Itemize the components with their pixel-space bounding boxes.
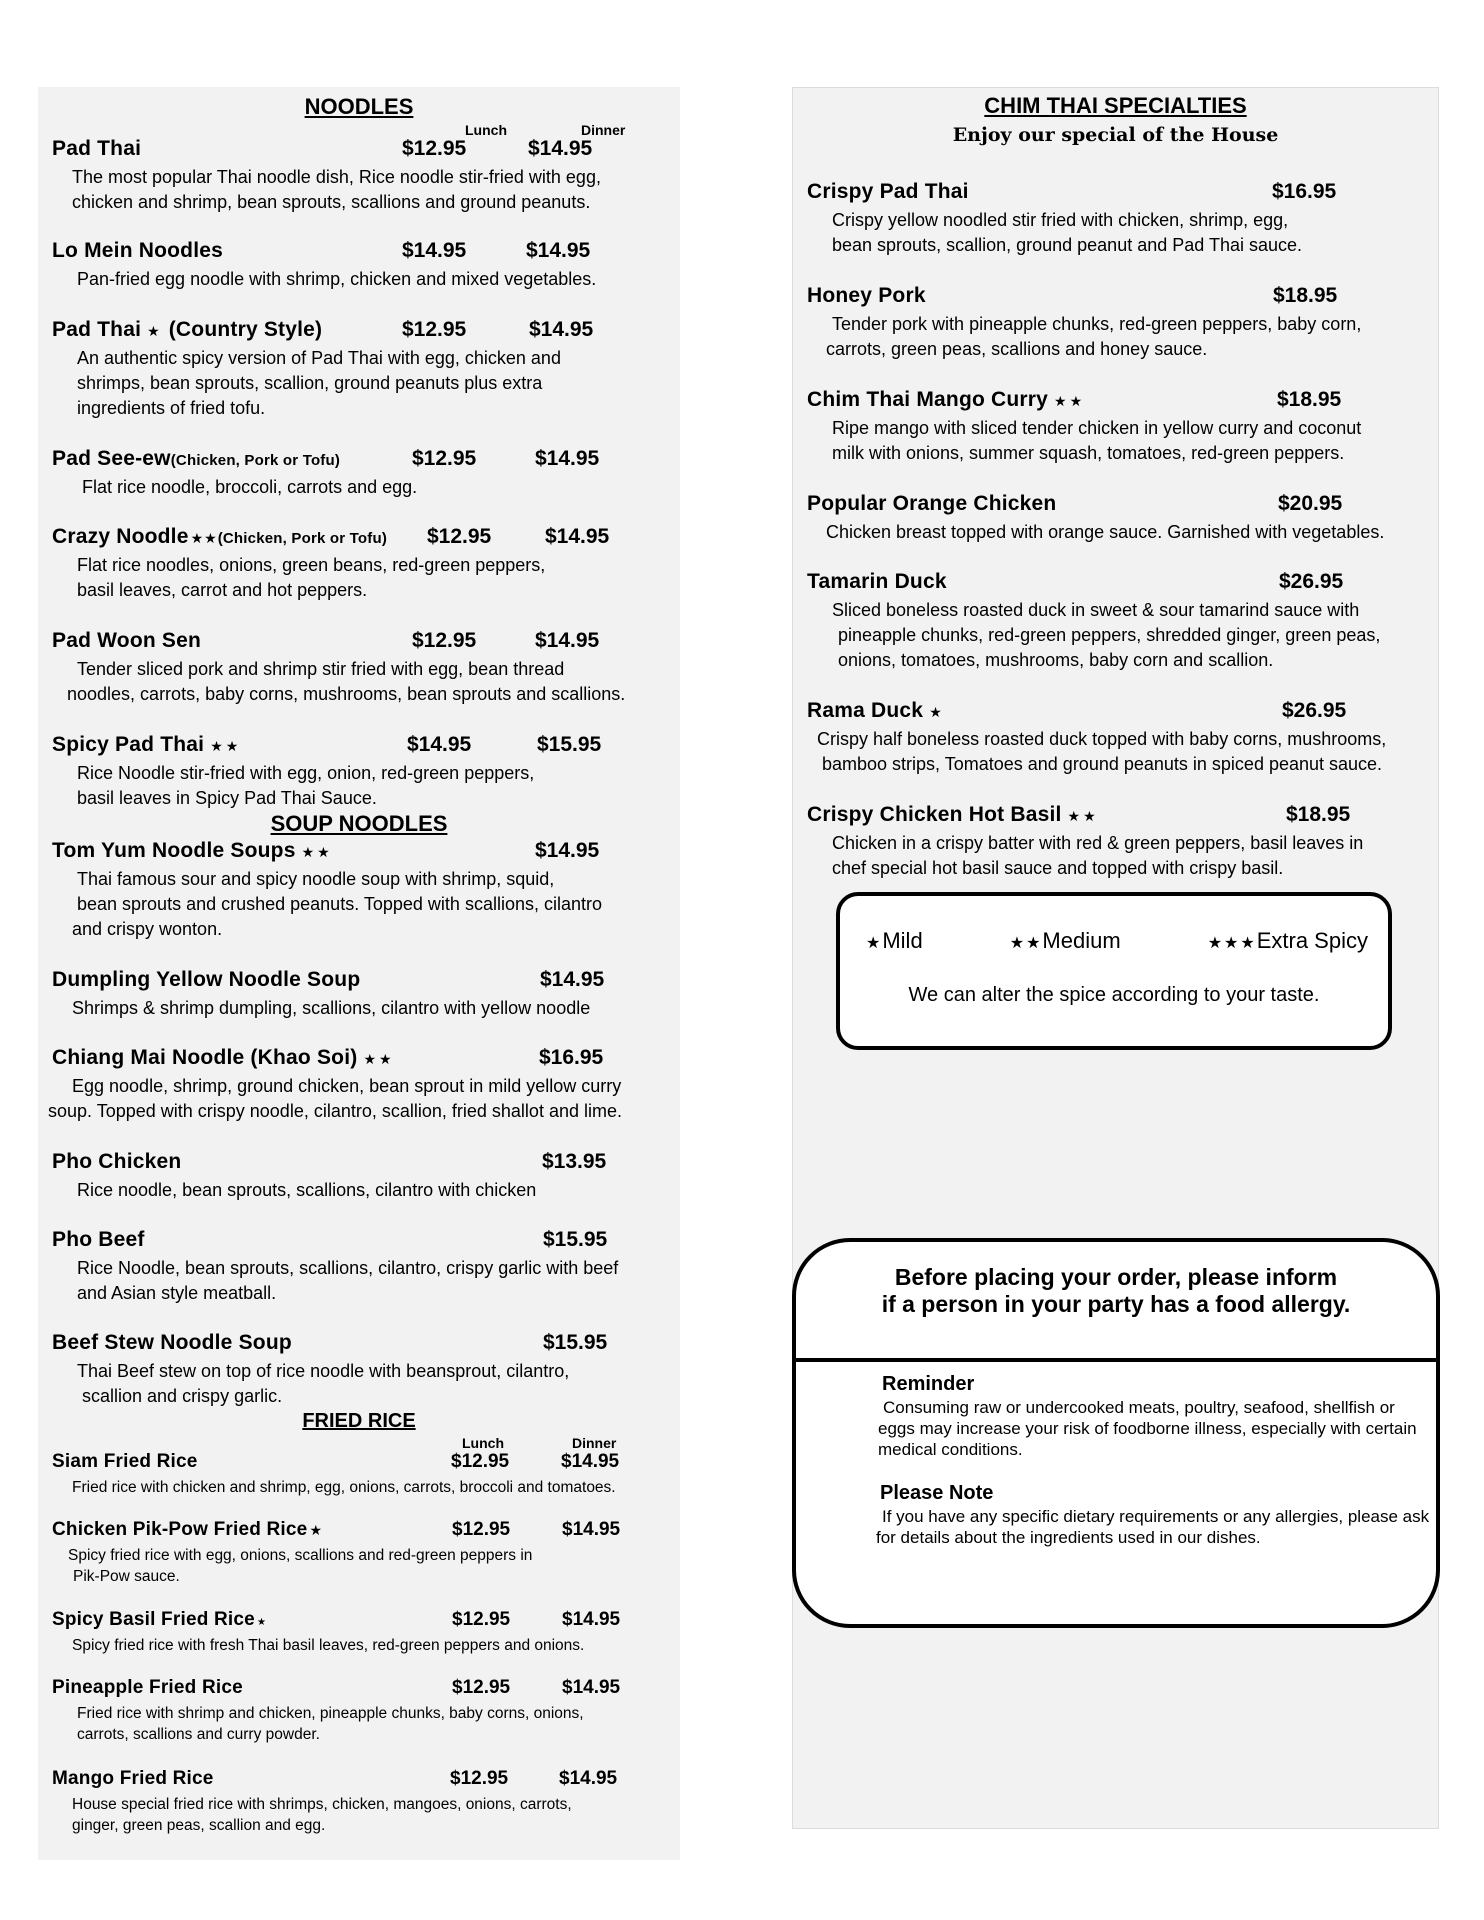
item-description: Chicken breast topped with orange sauce. Garnished with vegetables. bbox=[826, 522, 1385, 542]
menu-item bbox=[38, 1331, 680, 1409]
item-description: Spicy fried rice with fresh Thai basil leaves, red-green peppers and onions. bbox=[72, 1637, 585, 1654]
item-description: basil leaves, carrot and hot peppers. bbox=[77, 580, 368, 600]
menu-item bbox=[38, 1451, 680, 1498]
item-description: Crispy half boneless roasted duck topped with baby corns, mushrooms, bbox=[817, 729, 1387, 749]
spice-stars: ★★ bbox=[363, 1051, 395, 1067]
item-description: carrots, scallions and curry powder. bbox=[77, 1726, 320, 1743]
item-name: Chicken Pik-Pow Fried Rice bbox=[52, 1519, 308, 1540]
item-description: Flat rice noodle, broccoli, carrots and egg. bbox=[82, 477, 418, 497]
dinner-price: $14.95 bbox=[528, 137, 593, 160]
lunch-price: $12.95 bbox=[452, 1609, 511, 1630]
menu-item bbox=[793, 388, 1438, 466]
menu-item bbox=[38, 1228, 680, 1306]
item-price: $14.95 bbox=[540, 968, 605, 991]
item-description: Thai Beef stew on top of rice noodle with beansprout, cilantro, bbox=[77, 1361, 570, 1381]
noodles-heading: NOODLES bbox=[304, 94, 414, 119]
item-name: Pho Beef bbox=[52, 1228, 145, 1251]
lunch-price: $12.95 bbox=[412, 447, 477, 470]
item-name: Chiang Mai Noodle (Khao Soi) bbox=[52, 1046, 358, 1069]
item-price: $20.95 bbox=[1278, 492, 1343, 515]
item-name: Chim Thai Mango Curry bbox=[807, 388, 1049, 411]
item-description: and crispy wonton. bbox=[72, 919, 223, 939]
spice-medium: ★★Medium bbox=[1009, 928, 1121, 953]
item-description: bean sprouts, scallion, ground peanut and Pad Thai sauce. bbox=[832, 235, 1302, 255]
menu-item bbox=[38, 733, 680, 811]
item-description: Tender pork with pineapple chunks, red-green peppers, baby corn, bbox=[832, 314, 1362, 334]
item-description: carrots, green peas, scallions and honey sauce. bbox=[826, 339, 1208, 359]
dinner-price: $14.95 bbox=[562, 1677, 621, 1698]
menu-item bbox=[38, 1768, 680, 1836]
star-icon: ★ bbox=[866, 935, 883, 952]
item-description: and Asian style meatball. bbox=[77, 1283, 277, 1303]
menu-item bbox=[793, 180, 1438, 258]
menu-item bbox=[38, 1519, 680, 1587]
item-description: Pik-Pow sauce. bbox=[73, 1568, 180, 1585]
item-description: bean sprouts and crushed peanuts. Topped with scallions, cilantro bbox=[77, 894, 602, 914]
dinner-column-label: Dinner bbox=[581, 122, 626, 138]
item-name: Tamarin Duck bbox=[807, 570, 947, 593]
star-icon: ★★ bbox=[1009, 935, 1043, 952]
item-name: Crispy Chicken Hot Basil bbox=[807, 803, 1062, 826]
item-name: Honey Pork bbox=[807, 284, 926, 307]
item-name: Lo Mein Noodles bbox=[52, 239, 223, 262]
lunch-price: $14.95 bbox=[402, 239, 467, 262]
item-description: An authentic spicy version of Pad Thai with egg, chicken and bbox=[77, 348, 561, 368]
spice-extra: ★★★Extra Spicy bbox=[1207, 928, 1368, 953]
item-description: ginger, green peas, scallion and egg. bbox=[72, 1817, 326, 1834]
menu-item bbox=[793, 699, 1438, 777]
allergy-notice bbox=[792, 1238, 1440, 1628]
item-description: Rice Noodle stir-fried with egg, onion, red-green peppers, bbox=[77, 763, 535, 783]
note-title: Please Note bbox=[880, 1482, 994, 1504]
spice-stars: ★★ bbox=[210, 738, 242, 754]
item-qualifier: (Chicken, Pork or Tofu) bbox=[170, 452, 341, 469]
item-description: scallion and crispy garlic. bbox=[82, 1386, 283, 1406]
item-description: Sliced boneless roasted duck in sweet & sour tamarind sauce with bbox=[832, 600, 1360, 620]
item-price: $18.95 bbox=[1277, 388, 1342, 411]
lunch-price: $14.95 bbox=[407, 733, 472, 756]
allergy-line-2: if a person in your party has a food allergy. bbox=[881, 1291, 1351, 1317]
item-name: Mango Fried Rice bbox=[52, 1768, 214, 1789]
item-description: The most popular Thai noodle dish, Rice noodle stir-fried with egg, bbox=[72, 167, 601, 187]
item-description: ingredients of fried tofu. bbox=[77, 398, 266, 418]
item-name: Beef Stew Noodle Soup bbox=[52, 1331, 292, 1354]
item-name: Popular Orange Chicken bbox=[807, 492, 1057, 515]
spice-mild: ★Mild bbox=[866, 928, 923, 953]
item-description: chicken and shrimp, bean sprouts, scallions and ground peanuts. bbox=[72, 192, 591, 212]
menu-item bbox=[38, 1046, 680, 1124]
menu-item bbox=[38, 629, 680, 707]
reminder-title: Reminder bbox=[882, 1373, 975, 1395]
lunch-price: $12.95 bbox=[402, 318, 467, 341]
menu-item bbox=[38, 968, 680, 1021]
item-description: Thai famous sour and spicy noodle soup with shrimp, squid, bbox=[77, 869, 555, 889]
item-price: $26.95 bbox=[1282, 699, 1347, 722]
item-name: Pho Chicken bbox=[52, 1150, 182, 1173]
menu-item bbox=[793, 570, 1438, 673]
specialties-subtitle: Enjoy our special of the House bbox=[952, 124, 1279, 146]
spice-stars: ★★ bbox=[301, 844, 333, 860]
item-description: Rice noodle, bean sprouts, scallions, cilantro with chicken bbox=[77, 1180, 537, 1200]
lunch-price: $12.95 bbox=[450, 1768, 509, 1789]
item-description: Shrimps & shrimp dumpling, scallions, cilantro with yellow noodle bbox=[72, 998, 591, 1018]
menu-item bbox=[38, 137, 680, 215]
lunch-price: $12.95 bbox=[427, 525, 492, 548]
specialties-heading: CHIM THAI SPECIALTIES bbox=[984, 93, 1247, 118]
item-price: $13.95 bbox=[542, 1150, 607, 1173]
item-price: $14.95 bbox=[535, 839, 600, 862]
menu-item bbox=[38, 1150, 680, 1203]
menu-item bbox=[38, 1677, 680, 1745]
item-qualifier: (Country Style) bbox=[168, 318, 323, 341]
star-icon: ★★★ bbox=[1207, 935, 1257, 952]
item-description: Flat rice noodles, onions, green beans, red-green peppers, bbox=[77, 555, 546, 575]
dinner-price: $14.95 bbox=[559, 1768, 618, 1789]
item-description: soup. Topped with crispy noodle, cilantro, scallion, fried shallot and lime. bbox=[48, 1101, 622, 1121]
spice-stars: ★★ bbox=[1054, 393, 1086, 409]
menu-item bbox=[793, 803, 1438, 881]
item-name: Pad Woon Sen bbox=[52, 629, 202, 652]
item-price: $18.95 bbox=[1273, 284, 1338, 307]
spice-note: We can alter the spice according to your taste. bbox=[908, 984, 1320, 1006]
spice-stars: ★ bbox=[256, 1617, 269, 1628]
item-description: milk with onions, summer squash, tomatoes, red-green peppers. bbox=[832, 443, 1345, 463]
item-name: Rama Duck bbox=[807, 699, 924, 722]
item-description: bamboo strips, Tomatoes and ground peanuts in spiced peanut sauce. bbox=[822, 754, 1383, 774]
soup-noodles-heading: SOUP NOODLES bbox=[270, 811, 448, 836]
fried-rice-heading: FRIED RICE bbox=[302, 1410, 416, 1432]
item-description: Rice Noodle, bean sprouts, scallions, cilantro, crispy garlic with beef bbox=[77, 1258, 619, 1278]
item-name: Pad See-ew bbox=[52, 447, 171, 470]
item-price: $18.95 bbox=[1286, 803, 1351, 826]
item-description: Fried rice with chicken and shrimp, egg, onions, carrots, broccoli and tomatoes. bbox=[72, 1479, 616, 1496]
lunch-price: $12.95 bbox=[452, 1677, 511, 1698]
left-menu-panel bbox=[38, 87, 680, 1860]
menu-item bbox=[793, 492, 1438, 545]
lunch-column-label: Lunch bbox=[462, 1435, 504, 1451]
item-description: chef special hot basil sauce and topped with crispy basil. bbox=[832, 858, 1284, 878]
item-price: $15.95 bbox=[543, 1331, 608, 1354]
menu-item bbox=[793, 284, 1438, 362]
divider bbox=[796, 1358, 1436, 1362]
item-description: basil leaves in Spicy Pad Thai Sauce. bbox=[77, 788, 377, 808]
spice-legend bbox=[836, 892, 1392, 1050]
item-price: $16.95 bbox=[539, 1046, 604, 1069]
menu-item bbox=[38, 239, 680, 292]
dinner-price: $14.95 bbox=[535, 447, 600, 470]
item-qualifier: (Chicken, Pork or Tofu) bbox=[217, 530, 388, 547]
spice-stars: ★ bbox=[929, 704, 945, 720]
item-name: Dumpling Yellow Noodle Soup bbox=[52, 968, 361, 991]
item-description: Chicken in a crispy batter with red & green peppers, basil leaves in bbox=[832, 833, 1364, 853]
item-name: Crazy Noodle bbox=[52, 525, 189, 548]
item-description: noodles, carrots, baby corns, mushrooms, bean sprouts and scallions. bbox=[67, 684, 626, 704]
item-name: Spicy Pad Thai bbox=[52, 733, 205, 756]
dinner-price: $15.95 bbox=[537, 733, 602, 756]
item-name: Tom Yum Noodle Soups bbox=[52, 839, 296, 862]
spice-stars: ★★ bbox=[1067, 808, 1099, 824]
dinner-price: $14.95 bbox=[526, 239, 591, 262]
reminder-text: Consuming raw or undercooked meats, poultry, seafood, shellfish or eggs may increase your risk of foodborne illness, especially with certain medical conditions. bbox=[878, 1398, 1417, 1459]
item-description: Fried rice with shrimp and chicken, pineapple chunks, baby corns, onions, bbox=[77, 1705, 584, 1722]
dinner-price: $14.95 bbox=[529, 318, 594, 341]
dinner-price: $14.95 bbox=[561, 1451, 620, 1472]
item-description: Ripe mango with sliced tender chicken in yellow curry and coconut bbox=[832, 418, 1362, 438]
item-name: Pineapple Fried Rice bbox=[52, 1677, 243, 1698]
lunch-column-label: Lunch bbox=[465, 122, 507, 138]
menu-item bbox=[38, 318, 680, 421]
item-description: shrimps, bean sprouts, scallion, ground peanuts plus extra bbox=[77, 373, 543, 393]
item-name: Crispy Pad Thai bbox=[807, 180, 969, 203]
item-price: $26.95 bbox=[1279, 570, 1344, 593]
spice-stars: ★ bbox=[309, 1522, 326, 1538]
item-description: Crispy yellow noodled stir fried with chicken, shrimp, egg, bbox=[832, 210, 1289, 230]
item-name: Spicy Basil Fried Rice bbox=[52, 1609, 255, 1630]
lunch-price: $12.95 bbox=[452, 1519, 511, 1540]
dinner-price: $14.95 bbox=[562, 1519, 621, 1540]
item-description: Spicy fried rice with egg, onions, scallions and red-green peppers in bbox=[68, 1547, 533, 1564]
dinner-price: $14.95 bbox=[535, 629, 600, 652]
spice-stars: ★ bbox=[147, 323, 163, 339]
item-description: pineapple chunks, red-green peppers, shredded ginger, green peas, bbox=[838, 625, 1381, 645]
dinner-price: $14.95 bbox=[545, 525, 610, 548]
note-text: If you have any specific dietary requirements or any allergies, please ask for details about the ingredients used in our dishes. bbox=[876, 1507, 1430, 1547]
item-description: House special fried rice with shrimps, chicken, mangoes, onions, carrots, bbox=[72, 1796, 572, 1813]
item-description: onions, tomatoes, mushrooms, baby corn and scallion. bbox=[838, 650, 1274, 670]
item-description: Pan-fried egg noodle with shrimp, chicken and mixed vegetables. bbox=[77, 269, 597, 289]
menu-item bbox=[38, 447, 680, 500]
item-description: Egg noodle, shrimp, ground chicken, bean sprout in mild yellow curry bbox=[72, 1076, 622, 1096]
item-name: Pad Thai bbox=[52, 318, 142, 341]
menu-item bbox=[38, 839, 680, 942]
lunch-price: $12.95 bbox=[451, 1451, 510, 1472]
dinner-column-label: Dinner bbox=[572, 1435, 617, 1451]
menu-item bbox=[38, 1609, 680, 1656]
item-price: $15.95 bbox=[543, 1228, 608, 1251]
item-name: Siam Fried Rice bbox=[52, 1451, 198, 1472]
allergy-line-1: Before placing your order, please inform bbox=[894, 1264, 1338, 1290]
lunch-price: $12.95 bbox=[402, 137, 467, 160]
dinner-price: $14.95 bbox=[562, 1609, 621, 1630]
item-description: Tender sliced pork and shrimp stir fried with egg, bean thread bbox=[77, 659, 565, 679]
menu-item bbox=[38, 525, 680, 603]
spice-stars: ★★ bbox=[190, 530, 218, 546]
lunch-price: $12.95 bbox=[412, 629, 477, 652]
item-name: Pad Thai bbox=[52, 137, 142, 160]
item-price: $16.95 bbox=[1272, 180, 1337, 203]
